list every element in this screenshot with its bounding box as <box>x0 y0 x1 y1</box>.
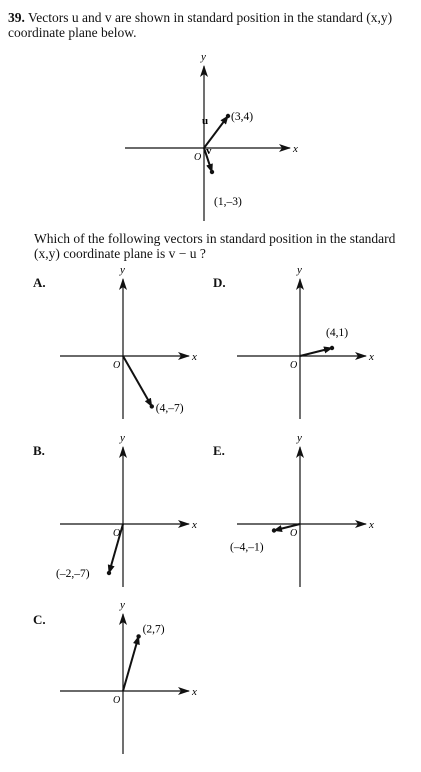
choice-c-vector-answer <box>123 636 139 691</box>
choice-b-origin-label: O <box>113 528 121 539</box>
choice-b-point-answer <box>107 571 111 575</box>
choice-c-letter[interactable]: C. <box>33 612 46 627</box>
main-vector-name-v: v <box>206 145 212 157</box>
main-point-v <box>210 170 214 174</box>
main-point-label-v: (1,–3) <box>214 196 242 208</box>
choice-c-y-label: y <box>120 599 125 611</box>
choice-e-x-label: x <box>369 519 374 531</box>
choice-b-letter[interactable]: B. <box>33 443 45 458</box>
choice-d-y-label: y <box>297 264 302 276</box>
choice-a-y-label: y <box>120 264 125 276</box>
choice-c-x-label: x <box>192 686 197 698</box>
main-point-label-u: (3,4) <box>231 111 254 123</box>
choice-b-y-label: y <box>120 432 125 444</box>
choice-d-x-label: x <box>369 351 374 363</box>
main-origin-label: O <box>194 152 202 163</box>
choice-a-x-label: x <box>192 351 197 363</box>
question-number: 39. <box>8 10 25 25</box>
main-point-u <box>226 114 230 118</box>
choice-a-origin-label: O <box>113 360 121 371</box>
choice-d-vector-answer <box>300 348 332 356</box>
choice-a-point-answer <box>150 404 154 408</box>
question-intro-text: Vectors u and v are shown in standard position in the standard (x,y) coordinate plane below. <box>8 10 393 40</box>
choice-a-vector-answer <box>123 356 152 406</box>
choice-b-point-label-answer: (–2,–7) <box>56 568 90 580</box>
choice-e-point-answer <box>272 528 276 532</box>
choice-a-point-label-answer: (4,–7) <box>155 402 184 415</box>
choice-d-letter[interactable]: D. <box>213 275 226 290</box>
choice-c-point-answer <box>136 634 140 638</box>
question-prompt: Which of the following vectors in standard position in the standard (x,y) coordinate plane is v − u ? <box>34 231 396 261</box>
choice-e-y-label: y <box>297 432 302 444</box>
choice-b-x-label: x <box>192 519 197 531</box>
choice-a-letter[interactable]: A. <box>33 275 46 290</box>
choice-e-origin-label: O <box>290 528 298 539</box>
choice-d-point-answer <box>330 346 334 350</box>
main-y-label: y <box>201 51 206 63</box>
choice-c-origin-label: O <box>113 695 121 706</box>
choice-c-point-label-answer: (2,7) <box>142 623 165 636</box>
choice-e-point-label-answer: (–4,–1) <box>230 541 264 554</box>
choice-d-origin-label: O <box>290 360 298 371</box>
choice-e-letter[interactable]: E. <box>213 443 225 458</box>
choice-d-point-label-answer: (4,1) <box>326 327 349 339</box>
main-vector-name-u: u <box>202 115 209 127</box>
main-x-label: x <box>293 143 298 155</box>
